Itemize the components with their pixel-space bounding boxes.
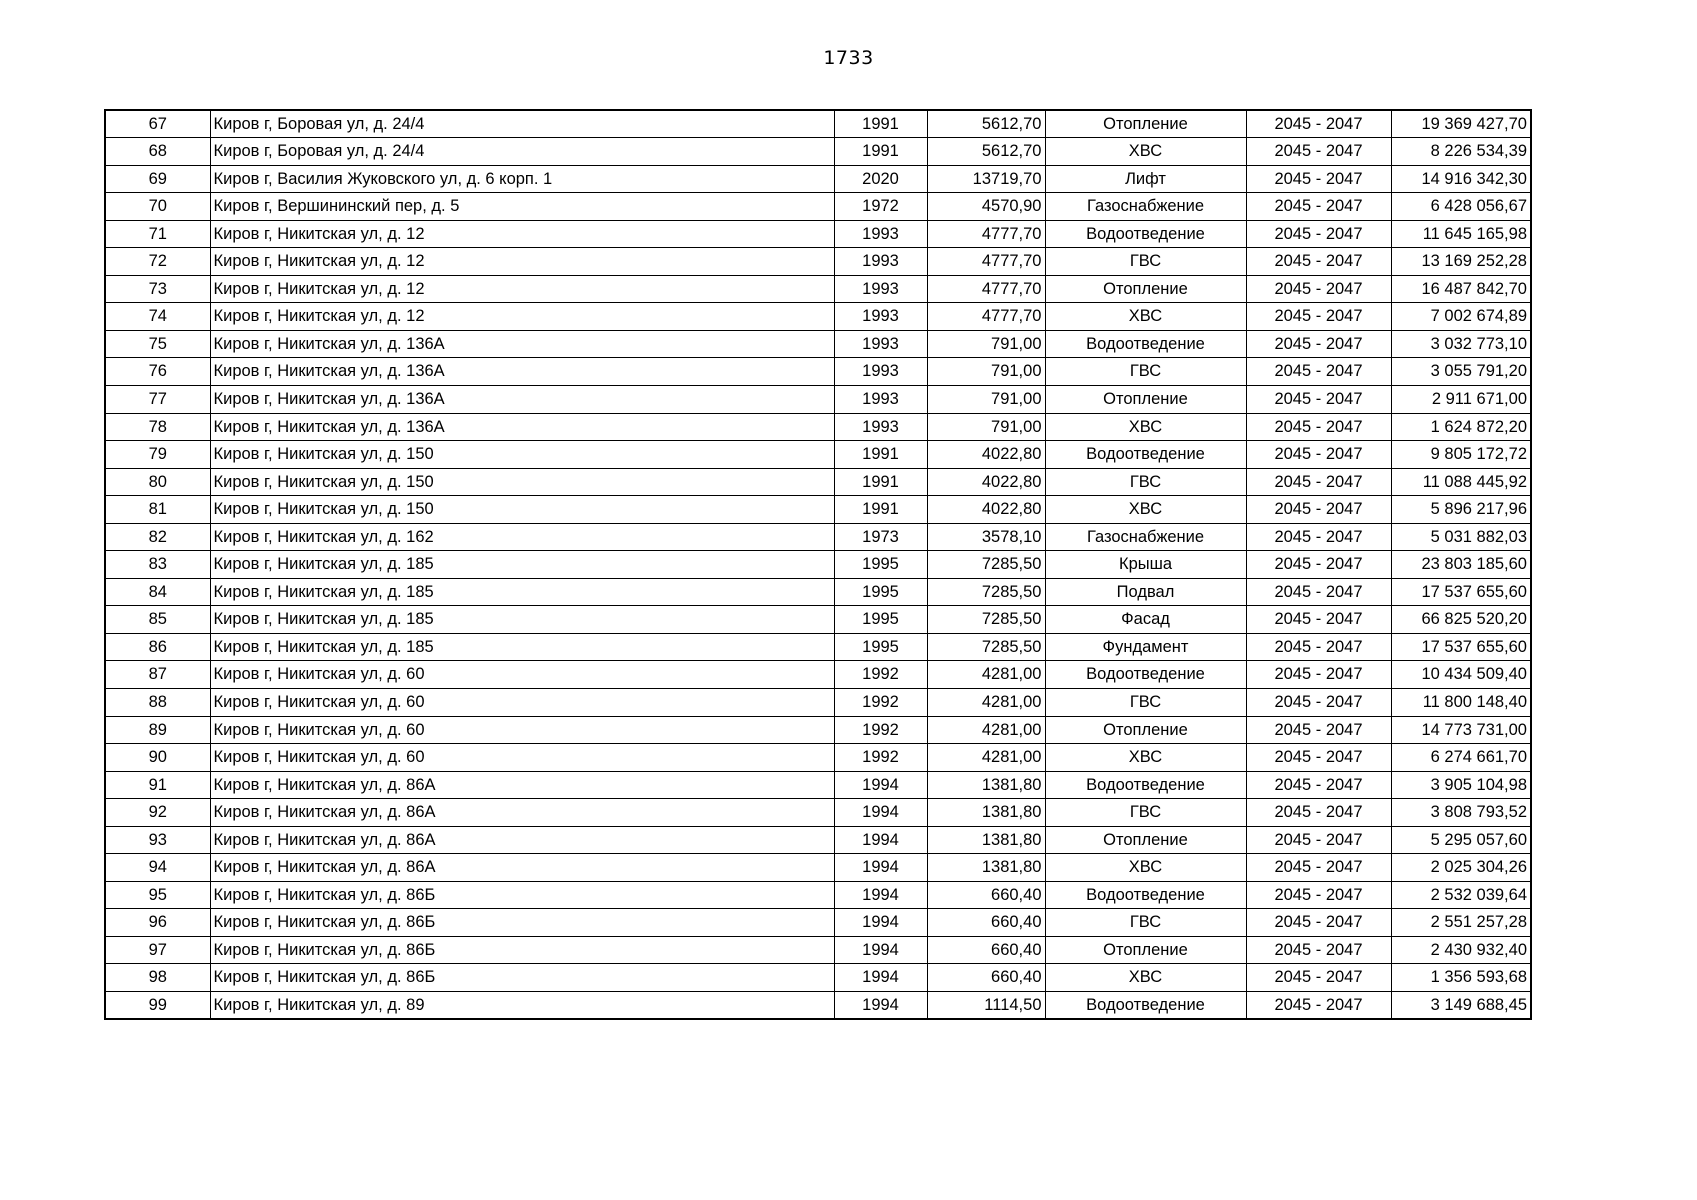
period-cell: 2045 - 2047 bbox=[1246, 523, 1391, 551]
address-cell: Киров г, Никитская ул, д. 86Б bbox=[210, 909, 834, 937]
row-number-cell: 98 bbox=[105, 964, 210, 992]
table-row bbox=[105, 606, 1531, 634]
year-cell: 1994 bbox=[834, 936, 927, 964]
row-number-cell: 94 bbox=[105, 854, 210, 882]
row-number-cell: 79 bbox=[105, 441, 210, 469]
table-row bbox=[105, 165, 1531, 193]
table-row bbox=[105, 826, 1531, 854]
area-cell: 4281,00 bbox=[927, 716, 1045, 744]
period-cell: 2045 - 2047 bbox=[1246, 275, 1391, 303]
row-number-cell: 73 bbox=[105, 275, 210, 303]
year-cell: 1993 bbox=[834, 358, 927, 386]
table-row bbox=[105, 275, 1531, 303]
cost-cell: 17 537 655,60 bbox=[1391, 578, 1531, 606]
period-cell: 2045 - 2047 bbox=[1246, 303, 1391, 331]
area-cell: 791,00 bbox=[927, 385, 1045, 413]
area-cell: 791,00 bbox=[927, 413, 1045, 441]
cost-cell: 10 434 509,40 bbox=[1391, 661, 1531, 689]
table-row bbox=[105, 716, 1531, 744]
period-cell: 2045 - 2047 bbox=[1246, 716, 1391, 744]
table-row bbox=[105, 771, 1531, 799]
address-cell: Киров г, Никитская ул, д. 86Б bbox=[210, 964, 834, 992]
work-type-cell: Отопление bbox=[1045, 275, 1246, 303]
year-cell: 1992 bbox=[834, 744, 927, 772]
table-row bbox=[105, 881, 1531, 909]
cost-cell: 6 274 661,70 bbox=[1391, 744, 1531, 772]
row-number-cell: 70 bbox=[105, 193, 210, 221]
period-cell: 2045 - 2047 bbox=[1246, 992, 1391, 1020]
area-cell: 4777,70 bbox=[927, 275, 1045, 303]
period-cell: 2045 - 2047 bbox=[1246, 358, 1391, 386]
period-cell: 2045 - 2047 bbox=[1246, 551, 1391, 579]
address-cell: Киров г, Вершининский пер, д. 5 bbox=[210, 193, 834, 221]
work-type-cell: ГВС bbox=[1045, 799, 1246, 827]
year-cell: 1993 bbox=[834, 248, 927, 276]
table-row bbox=[105, 744, 1531, 772]
address-cell: Киров г, Никитская ул, д. 86А bbox=[210, 854, 834, 882]
address-cell: Киров г, Никитская ул, д. 60 bbox=[210, 661, 834, 689]
table-row bbox=[105, 385, 1531, 413]
repair-schedule-table bbox=[104, 109, 1532, 1020]
address-cell: Киров г, Никитская ул, д. 185 bbox=[210, 578, 834, 606]
year-cell: 1991 bbox=[834, 496, 927, 524]
work-type-cell: ХВС bbox=[1045, 413, 1246, 441]
address-cell: Киров г, Никитская ул, д. 60 bbox=[210, 716, 834, 744]
cost-cell: 2 911 671,00 bbox=[1391, 385, 1531, 413]
row-number-cell: 74 bbox=[105, 303, 210, 331]
address-cell: Киров г, Боровая ул, д. 24/4 bbox=[210, 138, 834, 166]
period-cell: 2045 - 2047 bbox=[1246, 385, 1391, 413]
period-cell: 2045 - 2047 bbox=[1246, 413, 1391, 441]
cost-cell: 5 896 217,96 bbox=[1391, 496, 1531, 524]
period-cell: 2045 - 2047 bbox=[1246, 771, 1391, 799]
cost-cell: 23 803 185,60 bbox=[1391, 551, 1531, 579]
area-cell: 4281,00 bbox=[927, 744, 1045, 772]
row-number-cell: 91 bbox=[105, 771, 210, 799]
work-type-cell: ХВС bbox=[1045, 303, 1246, 331]
year-cell: 1994 bbox=[834, 881, 927, 909]
area-cell: 660,40 bbox=[927, 964, 1045, 992]
area-cell: 4281,00 bbox=[927, 661, 1045, 689]
area-cell: 4777,70 bbox=[927, 220, 1045, 248]
cost-cell: 9 805 172,72 bbox=[1391, 441, 1531, 469]
area-cell: 5612,70 bbox=[927, 110, 1045, 138]
address-cell: Киров г, Никитская ул, д. 89 bbox=[210, 992, 834, 1020]
work-type-cell: ХВС bbox=[1045, 744, 1246, 772]
table-row bbox=[105, 496, 1531, 524]
area-cell: 4022,80 bbox=[927, 496, 1045, 524]
work-type-cell: Водоотведение bbox=[1045, 441, 1246, 469]
work-type-cell: ГВС bbox=[1045, 688, 1246, 716]
row-number-cell: 84 bbox=[105, 578, 210, 606]
cost-cell: 13 169 252,28 bbox=[1391, 248, 1531, 276]
row-number-cell: 75 bbox=[105, 330, 210, 358]
period-cell: 2045 - 2047 bbox=[1246, 606, 1391, 634]
cost-cell: 11 645 165,98 bbox=[1391, 220, 1531, 248]
period-cell: 2045 - 2047 bbox=[1246, 468, 1391, 496]
year-cell: 1991 bbox=[834, 138, 927, 166]
work-type-cell: ГВС bbox=[1045, 248, 1246, 276]
address-cell: Киров г, Никитская ул, д. 86А bbox=[210, 799, 834, 827]
cost-cell: 66 825 520,20 bbox=[1391, 606, 1531, 634]
period-cell: 2045 - 2047 bbox=[1246, 193, 1391, 221]
period-cell: 2045 - 2047 bbox=[1246, 799, 1391, 827]
area-cell: 7285,50 bbox=[927, 633, 1045, 661]
year-cell: 1994 bbox=[834, 771, 927, 799]
work-type-cell: ХВС bbox=[1045, 496, 1246, 524]
row-number-cell: 67 bbox=[105, 110, 210, 138]
address-cell: Киров г, Никитская ул, д. 136А bbox=[210, 358, 834, 386]
area-cell: 7285,50 bbox=[927, 578, 1045, 606]
year-cell: 1994 bbox=[834, 854, 927, 882]
area-cell: 1381,80 bbox=[927, 799, 1045, 827]
area-cell: 4022,80 bbox=[927, 441, 1045, 469]
period-cell: 2045 - 2047 bbox=[1246, 165, 1391, 193]
area-cell: 1114,50 bbox=[927, 992, 1045, 1020]
year-cell: 1992 bbox=[834, 716, 927, 744]
table-row bbox=[105, 248, 1531, 276]
year-cell: 1994 bbox=[834, 992, 927, 1020]
period-cell: 2045 - 2047 bbox=[1246, 496, 1391, 524]
year-cell: 1973 bbox=[834, 523, 927, 551]
row-number-cell: 68 bbox=[105, 138, 210, 166]
table-row bbox=[105, 220, 1531, 248]
work-type-cell: Подвал bbox=[1045, 578, 1246, 606]
period-cell: 2045 - 2047 bbox=[1246, 854, 1391, 882]
row-number-cell: 96 bbox=[105, 909, 210, 937]
year-cell: 1995 bbox=[834, 633, 927, 661]
row-number-cell: 78 bbox=[105, 413, 210, 441]
year-cell: 1994 bbox=[834, 826, 927, 854]
area-cell: 13719,70 bbox=[927, 165, 1045, 193]
year-cell: 1992 bbox=[834, 661, 927, 689]
table-row bbox=[105, 330, 1531, 358]
period-cell: 2045 - 2047 bbox=[1246, 936, 1391, 964]
year-cell: 1993 bbox=[834, 220, 927, 248]
cost-cell: 2 430 932,40 bbox=[1391, 936, 1531, 964]
table-row bbox=[105, 688, 1531, 716]
address-cell: Киров г, Василия Жуковского ул, д. 6 корп. 1 bbox=[210, 165, 834, 193]
year-cell: 2020 bbox=[834, 165, 927, 193]
work-type-cell: Водоотведение bbox=[1045, 771, 1246, 799]
period-cell: 2045 - 2047 bbox=[1246, 110, 1391, 138]
year-cell: 1994 bbox=[834, 909, 927, 937]
cost-cell: 3 032 773,10 bbox=[1391, 330, 1531, 358]
work-type-cell: Газоснабжение bbox=[1045, 193, 1246, 221]
row-number-cell: 77 bbox=[105, 385, 210, 413]
address-cell: Киров г, Никитская ул, д. 150 bbox=[210, 468, 834, 496]
cost-cell: 8 226 534,39 bbox=[1391, 138, 1531, 166]
address-cell: Киров г, Никитская ул, д. 12 bbox=[210, 248, 834, 276]
row-number-cell: 90 bbox=[105, 744, 210, 772]
table-row bbox=[105, 441, 1531, 469]
area-cell: 1381,80 bbox=[927, 826, 1045, 854]
table-row bbox=[105, 193, 1531, 221]
address-cell: Киров г, Никитская ул, д. 150 bbox=[210, 496, 834, 524]
work-type-cell: Водоотведение bbox=[1045, 330, 1246, 358]
period-cell: 2045 - 2047 bbox=[1246, 744, 1391, 772]
year-cell: 1993 bbox=[834, 275, 927, 303]
address-cell: Киров г, Никитская ул, д. 136А bbox=[210, 413, 834, 441]
table-row bbox=[105, 633, 1531, 661]
area-cell: 7285,50 bbox=[927, 606, 1045, 634]
cost-cell: 3 808 793,52 bbox=[1391, 799, 1531, 827]
table-row bbox=[105, 110, 1531, 138]
cost-cell: 3 055 791,20 bbox=[1391, 358, 1531, 386]
row-number-cell: 72 bbox=[105, 248, 210, 276]
table-row bbox=[105, 578, 1531, 606]
year-cell: 1972 bbox=[834, 193, 927, 221]
year-cell: 1992 bbox=[834, 688, 927, 716]
period-cell: 2045 - 2047 bbox=[1246, 330, 1391, 358]
cost-cell: 7 002 674,89 bbox=[1391, 303, 1531, 331]
address-cell: Киров г, Никитская ул, д. 136А bbox=[210, 330, 834, 358]
row-number-cell: 83 bbox=[105, 551, 210, 579]
year-cell: 1995 bbox=[834, 551, 927, 579]
period-cell: 2045 - 2047 bbox=[1246, 441, 1391, 469]
work-type-cell: Водоотведение bbox=[1045, 220, 1246, 248]
year-cell: 1995 bbox=[834, 606, 927, 634]
address-cell: Киров г, Никитская ул, д. 86Б bbox=[210, 936, 834, 964]
row-number-cell: 76 bbox=[105, 358, 210, 386]
area-cell: 1381,80 bbox=[927, 854, 1045, 882]
address-cell: Киров г, Никитская ул, д. 12 bbox=[210, 220, 834, 248]
period-cell: 2045 - 2047 bbox=[1246, 881, 1391, 909]
cost-cell: 11 800 148,40 bbox=[1391, 688, 1531, 716]
table-row bbox=[105, 413, 1531, 441]
row-number-cell: 86 bbox=[105, 633, 210, 661]
work-type-cell: Водоотведение bbox=[1045, 661, 1246, 689]
year-cell: 1991 bbox=[834, 110, 927, 138]
cost-cell: 16 487 842,70 bbox=[1391, 275, 1531, 303]
period-cell: 2045 - 2047 bbox=[1246, 661, 1391, 689]
address-cell: Киров г, Никитская ул, д. 86Б bbox=[210, 881, 834, 909]
area-cell: 4777,70 bbox=[927, 248, 1045, 276]
area-cell: 3578,10 bbox=[927, 523, 1045, 551]
work-type-cell: Отопление bbox=[1045, 385, 1246, 413]
row-number-cell: 97 bbox=[105, 936, 210, 964]
row-number-cell: 99 bbox=[105, 992, 210, 1020]
work-type-cell: ХВС bbox=[1045, 964, 1246, 992]
page-number: 1733 bbox=[823, 47, 874, 69]
work-type-cell: Отопление bbox=[1045, 826, 1246, 854]
row-number-cell: 80 bbox=[105, 468, 210, 496]
row-number-cell: 93 bbox=[105, 826, 210, 854]
address-cell: Киров г, Никитская ул, д. 60 bbox=[210, 688, 834, 716]
cost-cell: 6 428 056,67 bbox=[1391, 193, 1531, 221]
year-cell: 1991 bbox=[834, 441, 927, 469]
year-cell: 1993 bbox=[834, 385, 927, 413]
table-row bbox=[105, 303, 1531, 331]
year-cell: 1993 bbox=[834, 330, 927, 358]
cost-cell: 3 905 104,98 bbox=[1391, 771, 1531, 799]
table-row bbox=[105, 358, 1531, 386]
address-cell: Киров г, Никитская ул, д. 185 bbox=[210, 633, 834, 661]
table-row bbox=[105, 936, 1531, 964]
row-number-cell: 95 bbox=[105, 881, 210, 909]
period-cell: 2045 - 2047 bbox=[1246, 220, 1391, 248]
cost-cell: 1 624 872,20 bbox=[1391, 413, 1531, 441]
cost-cell: 14 916 342,30 bbox=[1391, 165, 1531, 193]
cost-cell: 17 537 655,60 bbox=[1391, 633, 1531, 661]
period-cell: 2045 - 2047 bbox=[1246, 909, 1391, 937]
row-number-cell: 89 bbox=[105, 716, 210, 744]
year-cell: 1995 bbox=[834, 578, 927, 606]
work-type-cell: Газоснабжение bbox=[1045, 523, 1246, 551]
table-row bbox=[105, 909, 1531, 937]
address-cell: Киров г, Никитская ул, д. 60 bbox=[210, 744, 834, 772]
year-cell: 1994 bbox=[834, 799, 927, 827]
table-row bbox=[105, 138, 1531, 166]
period-cell: 2045 - 2047 bbox=[1246, 633, 1391, 661]
year-cell: 1991 bbox=[834, 468, 927, 496]
table-row bbox=[105, 964, 1531, 992]
year-cell: 1993 bbox=[834, 413, 927, 441]
work-type-cell: Фасад bbox=[1045, 606, 1246, 634]
period-cell: 2045 - 2047 bbox=[1246, 138, 1391, 166]
address-cell: Киров г, Никитская ул, д. 86А bbox=[210, 771, 834, 799]
work-type-cell: Отопление bbox=[1045, 110, 1246, 138]
row-number-cell: 85 bbox=[105, 606, 210, 634]
cost-cell: 5 295 057,60 bbox=[1391, 826, 1531, 854]
cost-cell: 3 149 688,45 bbox=[1391, 992, 1531, 1020]
table-row bbox=[105, 523, 1531, 551]
table-row bbox=[105, 661, 1531, 689]
work-type-cell: ГВС bbox=[1045, 909, 1246, 937]
table-row bbox=[105, 799, 1531, 827]
area-cell: 7285,50 bbox=[927, 551, 1045, 579]
work-type-cell: Отопление bbox=[1045, 716, 1246, 744]
table-row bbox=[105, 992, 1531, 1020]
table-row bbox=[105, 854, 1531, 882]
work-type-cell: Водоотведение bbox=[1045, 992, 1246, 1020]
work-type-cell: ГВС bbox=[1045, 468, 1246, 496]
period-cell: 2045 - 2047 bbox=[1246, 826, 1391, 854]
address-cell: Киров г, Никитская ул, д. 150 bbox=[210, 441, 834, 469]
area-cell: 4570,90 bbox=[927, 193, 1045, 221]
cost-cell: 5 031 882,03 bbox=[1391, 523, 1531, 551]
address-cell: Киров г, Никитская ул, д. 185 bbox=[210, 606, 834, 634]
row-number-cell: 88 bbox=[105, 688, 210, 716]
area-cell: 4022,80 bbox=[927, 468, 1045, 496]
work-type-cell: Крыша bbox=[1045, 551, 1246, 579]
cost-cell: 2 025 304,26 bbox=[1391, 854, 1531, 882]
area-cell: 4777,70 bbox=[927, 303, 1045, 331]
cost-cell: 2 532 039,64 bbox=[1391, 881, 1531, 909]
work-type-cell: ХВС bbox=[1045, 854, 1246, 882]
work-type-cell: Отопление bbox=[1045, 936, 1246, 964]
row-number-cell: 87 bbox=[105, 661, 210, 689]
area-cell: 660,40 bbox=[927, 909, 1045, 937]
row-number-cell: 82 bbox=[105, 523, 210, 551]
address-cell: Киров г, Никитская ул, д. 136А bbox=[210, 385, 834, 413]
year-cell: 1994 bbox=[834, 964, 927, 992]
cost-cell: 2 551 257,28 bbox=[1391, 909, 1531, 937]
work-type-cell: Лифт bbox=[1045, 165, 1246, 193]
work-type-cell: ХВС bbox=[1045, 138, 1246, 166]
table-row bbox=[105, 468, 1531, 496]
cost-cell: 11 088 445,92 bbox=[1391, 468, 1531, 496]
area-cell: 791,00 bbox=[927, 358, 1045, 386]
area-cell: 5612,70 bbox=[927, 138, 1045, 166]
area-cell: 660,40 bbox=[927, 881, 1045, 909]
work-type-cell: Фундамент bbox=[1045, 633, 1246, 661]
period-cell: 2045 - 2047 bbox=[1246, 248, 1391, 276]
row-number-cell: 81 bbox=[105, 496, 210, 524]
period-cell: 2045 - 2047 bbox=[1246, 688, 1391, 716]
area-cell: 4281,00 bbox=[927, 688, 1045, 716]
period-cell: 2045 - 2047 bbox=[1246, 964, 1391, 992]
table-row bbox=[105, 551, 1531, 579]
work-type-cell: Водоотведение bbox=[1045, 881, 1246, 909]
cost-cell: 19 369 427,70 bbox=[1391, 110, 1531, 138]
area-cell: 791,00 bbox=[927, 330, 1045, 358]
area-cell: 1381,80 bbox=[927, 771, 1045, 799]
period-cell: 2045 - 2047 bbox=[1246, 578, 1391, 606]
address-cell: Киров г, Боровая ул, д. 24/4 bbox=[210, 110, 834, 138]
work-type-cell: ГВС bbox=[1045, 358, 1246, 386]
address-cell: Киров г, Никитская ул, д. 12 bbox=[210, 275, 834, 303]
cost-cell: 14 773 731,00 bbox=[1391, 716, 1531, 744]
cost-cell: 1 356 593,68 bbox=[1391, 964, 1531, 992]
row-number-cell: 92 bbox=[105, 799, 210, 827]
year-cell: 1993 bbox=[834, 303, 927, 331]
address-cell: Киров г, Никитская ул, д. 162 bbox=[210, 523, 834, 551]
address-cell: Киров г, Никитская ул, д. 185 bbox=[210, 551, 834, 579]
row-number-cell: 71 bbox=[105, 220, 210, 248]
row-number-cell: 69 bbox=[105, 165, 210, 193]
address-cell: Киров г, Никитская ул, д. 86А bbox=[210, 826, 834, 854]
address-cell: Киров г, Никитская ул, д. 12 bbox=[210, 303, 834, 331]
table-body bbox=[105, 110, 1531, 1019]
area-cell: 660,40 bbox=[927, 936, 1045, 964]
